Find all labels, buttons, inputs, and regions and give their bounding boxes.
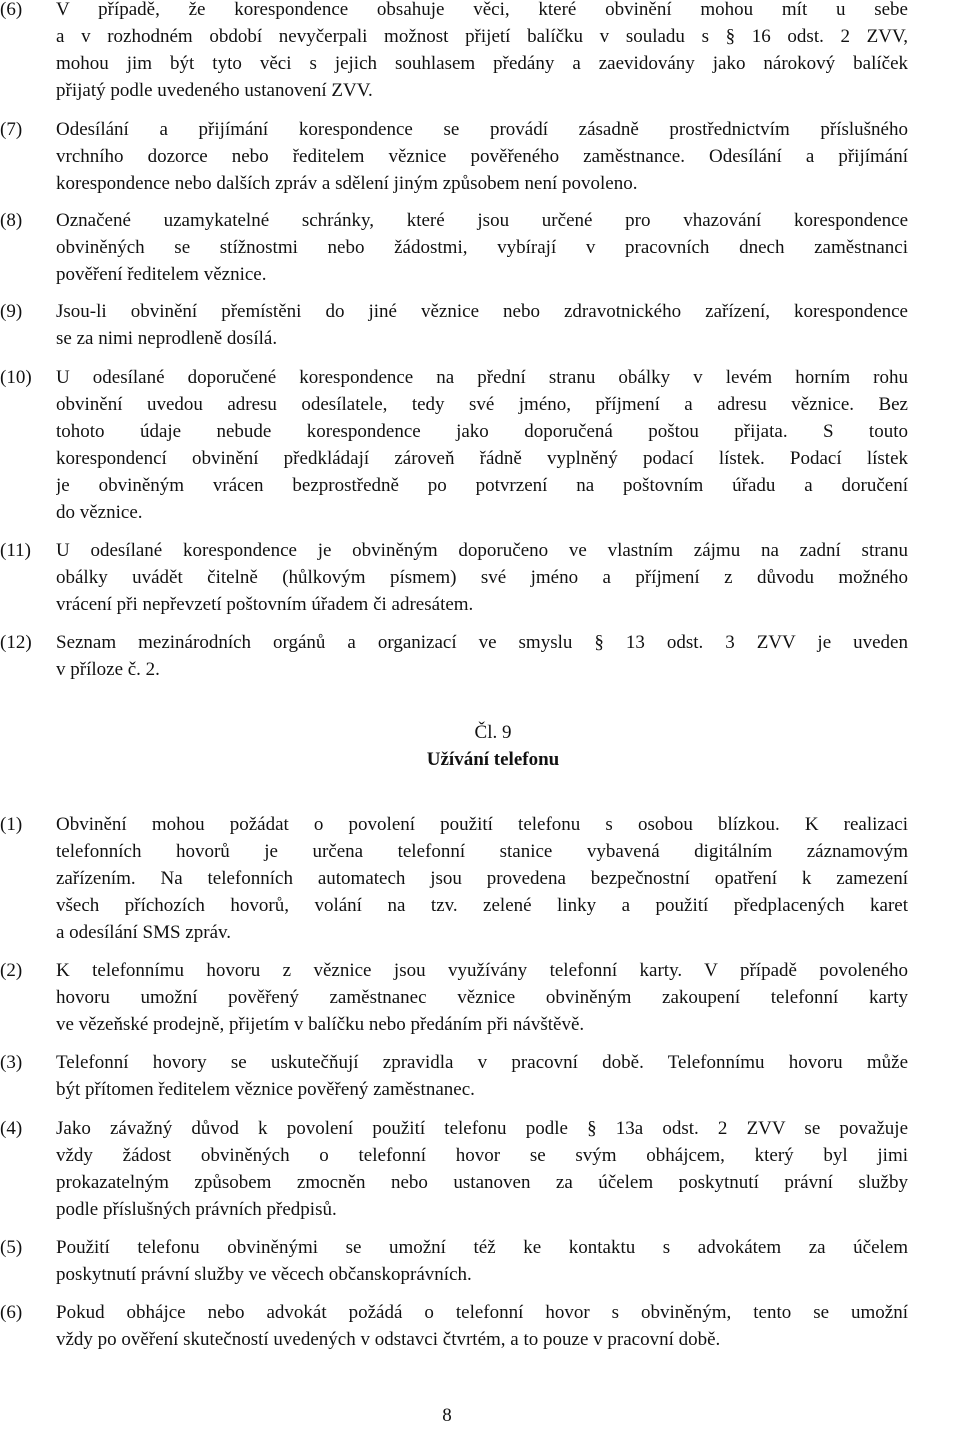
text-line: a odesílání SMS zpráv. [56, 922, 232, 943]
paragraph-body [56, 811, 908, 946]
text-line: podle příslušných právních předpisů. [56, 1199, 337, 1220]
text-line: prokazatelným způsobem zmocněn nebo ustanoven za účelem poskytnutí právní služby [56, 1172, 908, 1193]
page-number: 8 [442, 1405, 452, 1426]
text-line: vždy po ověření skutečností uvedených v odstavci čtvrtém, a to pouze v pracovní době. [56, 1329, 721, 1350]
paragraph-body [56, 207, 908, 288]
text-line: v příloze č. 2. [56, 659, 160, 680]
paragraph-number: (8) [0, 210, 23, 231]
text-line: Telefonní hovory se uskutečňují zpravidla v pracovní době. Telefonnímu hovoru může [56, 1052, 908, 1073]
text-line: korespondence nebo dalších zpráv a sdělení jiným způsobem není povoleno. [56, 173, 638, 194]
text-line: U odesílané doporučené korespondence na přední stranu obálky v levém horním rohu [56, 367, 908, 388]
paragraph-number: (12) [0, 632, 32, 653]
text-line: Obvinění mohou požádat o povolení použití telefonu s osobou blízkou. K realizaci [56, 814, 908, 835]
text-line: Jako závažný důvod k povolení použití telefonu podle § 13a odst. 2 ZVV se považuje [56, 1118, 908, 1139]
paragraph-body [56, 298, 908, 352]
text-line: Pokud obhájce nebo advokát požádá o telefonní hovor s obviněným, tento se umožní [56, 1302, 908, 1323]
paragraph-number: (9) [0, 301, 23, 322]
text-line: telefonních hovorů je určena telefonní stanice vybavená digitálním záznamovým [56, 841, 908, 862]
text-line: U odesílané korespondence je obviněným doporučeno ve vlastním zájmu na zadní stranu [56, 540, 908, 561]
text-line: být přítomen ředitelem věznice pověřený zaměstnanec. [56, 1079, 475, 1100]
text-line: Seznam mezinárodních orgánů a organizací ve smyslu § 13 odst. 3 ZVV je uveden [56, 632, 908, 653]
paragraph-number: (2) [0, 960, 23, 981]
text-line: se za nimi neprodleně dosílá. [56, 328, 278, 349]
paragraph-number: (7) [0, 119, 23, 140]
text-line: Jsou-li obvinění přemístěni do jiné věznice nebo zdravotnického zařízení, korespondence [56, 301, 908, 322]
paragraph-body [56, 116, 908, 197]
paragraph-body [56, 537, 908, 618]
text-line: zařízením. Na telefonních automatech jsou provedena bezpečnostní opatření k zamezení [56, 868, 908, 889]
text-line: je obviněným vrácen bezprostředně po potvrzení na poštovním úřadu a doručení [56, 475, 908, 496]
paragraph-number: (6) [0, 0, 23, 20]
paragraph-number: (6) [0, 1302, 23, 1323]
text-line: tohoto údaje nebude korespondence jako doporučená poštou přijata. S touto [56, 421, 908, 442]
text-line: vždy žádost obviněných o telefonní hovor se svým obhájcem, který byl jimi [56, 1145, 908, 1166]
text-line: ve vězeňské prodejně, přijetím v balíčku nebo předáním při návštěvě. [56, 1014, 585, 1035]
text-line: Použití telefonu obviněnými se umožní též ke kontaktu s advokátem za účelem [56, 1237, 908, 1258]
text-line: obvinění uvedou adresu odesílatele, tedy své jméno, příjmení a adresu věznice. Bez [56, 394, 908, 415]
text-line: vrácení při nepřevzetí poštovním úřadem či adresátem. [56, 594, 474, 615]
paragraph-body [56, 957, 908, 1038]
text-line: korespondencí obvinění předkládají zároveň řádně vyplněný podací lístek. Podací lístek [56, 448, 908, 469]
paragraph-number: (1) [0, 814, 23, 835]
paragraph-number: (11) [0, 540, 31, 561]
paragraph-body [56, 1299, 908, 1353]
text-line: pověření ředitelem věznice. [56, 264, 267, 285]
paragraph-body [56, 1049, 908, 1103]
text-line: do věznice. [56, 502, 143, 523]
text-line: hovoru umožní pověřený zaměstnanec věznice obviněným zakoupení telefonní karty [56, 987, 908, 1008]
text-line: obviněných se stížnostmi nebo žádostmi, vybírají v pracovních dnech zaměstnanci [56, 237, 908, 258]
paragraph-number: (5) [0, 1237, 23, 1258]
paragraph-number: (3) [0, 1052, 23, 1073]
text-line: obálky uvádět čitelně (hůlkovým písmem) své jméno a příjmení z důvodu možného [56, 567, 908, 588]
paragraph-number: (4) [0, 1118, 23, 1139]
text-line: poskytnutí právní služby ve věcech občanskoprávních. [56, 1264, 472, 1285]
text-line: vrchního dozorce nebo ředitelem věznice pověřeného zaměstnance. Odesílání a přijímání [56, 146, 908, 167]
text-line: mohou jim být tyto věci s jejich souhlasem předány a zaevidovány jako nárokový balíček [56, 53, 908, 74]
text-line: přijatý podle uvedeného ustanovení ZVV. [56, 80, 373, 101]
paragraph-body [56, 1115, 908, 1223]
paragraph-body [56, 629, 908, 683]
text-line: V případě, že korespondence obsahuje věci, které obvinění mohou mít u sebe [56, 0, 908, 20]
text-line: a v rozhodném období nevyčerpali možnost přijetí balíčku v souladu s § 16 odst. 2 ZVV, [56, 26, 908, 47]
article-number: Čl. 9 [474, 722, 512, 743]
paragraph-body [56, 0, 908, 104]
paragraph-body [56, 1234, 908, 1288]
paragraph-number: (10) [0, 367, 32, 388]
paragraph-body [56, 364, 908, 526]
text-line: Označené uzamykatelné schránky, které jsou určené pro vhazování korespondence [56, 210, 908, 231]
article-title: Užívání telefonu [426, 749, 560, 770]
text-line: všech příchozích hovorů, volání na tzv. zelené linky a použití předplacených karet [56, 895, 908, 916]
text-line: Odesílání a přijímání korespondence se provádí zásadně prostřednictvím příslušného [56, 119, 908, 140]
text-line: K telefonnímu hovoru z věznice jsou využívány telefonní karty. V případě povoleného [56, 960, 908, 981]
